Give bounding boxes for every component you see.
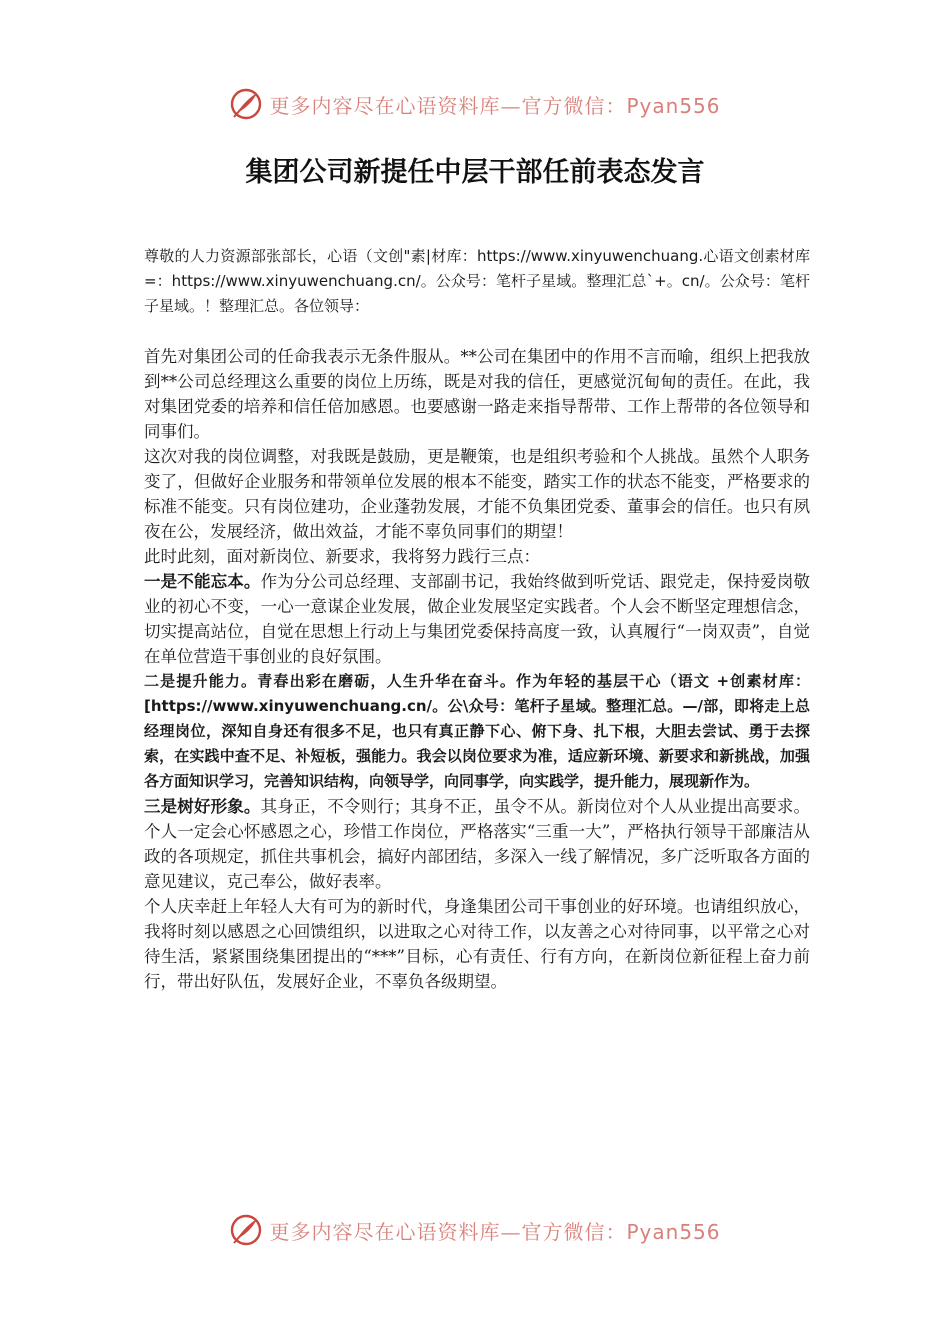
quill-logo-icon [229, 1213, 263, 1247]
paragraph-3: 此时此刻，面对新岗位、新要求，我将努力践行三点： [144, 547, 540, 566]
paragraph-1: 首先对集团公司的任命我表示无条件服从。**公司在集团中的作用不言而喻，组织上把我放到**公司总经理这么重要的岗位上历练，既是对我的信任，更感觉沉甸甸的责任。在此，我对集团党委的培养和信任倍加感恩。也要感谢一路走来指导帮带、工作上帮带的各位领导和同事们。 [144, 347, 810, 441]
point-1 [144, 569, 810, 669]
point-3-body: 其身正，不令则行；其身不正，虽令不从。新岗位对个人从业提出高要求。个人一定会心怀感恩之心，珍惜工作岗位，严格落实“三重一大”，严格执行领导干部廉洁从政的各项规定，抓住共事机会，搞好内部团结，多深入一线了解情况，多广泛听取各方面的意见建议，克己奉公，做好表率。 [144, 797, 811, 891]
wechat-id: Pyan556 [626, 93, 721, 118]
wechat-id: Pyan556 [626, 1219, 721, 1244]
salutation: 尊敬的人力资源部张部长，心语（文创"素|材库：https://www.xinyuwenchuang.心语文创素材库=：https://www.xinyuwenchuang.cn/。公众号：笔杆子星域。整理汇总`+。cn/。公众号：笔杆子星域。！整理汇总。各位领导： [144, 247, 810, 315]
watermark-text: 更多内容尽在心语资料库—官方微信：Pyan556 [269, 93, 721, 118]
footer-watermark-banner [0, 1210, 950, 1250]
point-2-lead: 二是提升能力。 [144, 672, 258, 690]
point-3-lead: 三是树好形象。 [144, 797, 261, 816]
paragraph-2: 这次对我的岗位调整，对我既是鼓励，更是鞭策，也是组织考验和个人挑战。虽然个人职务变了，但做好企业服务和带领单位发展的根本不能变，踏实工作的状态不能变，严格要求的标准不能变。只有岗位建功，企业蓬勃发展，才能不负集团党委、董事会的信任。也只有夙夜在公，发展经济，做出效益，才能不辜负同事们的期望！ [144, 447, 810, 541]
point-1-body: 作为分公司总经理、支部副书记，我始终做到听党话、跟党走，保持爱岗敬业的初心不变，一心一意谋企业发展，做企业发展坚定实践者。个人会不断坚定理想信念，切实提高站位，自觉在思想上行动上与集团党委保持高度一致，认真履行“一岗双责”，自觉在单位营造干事创业的良好氛围。 [144, 572, 811, 666]
point-3 [144, 794, 810, 894]
point-2 [144, 669, 810, 794]
header-watermark-banner [0, 84, 950, 124]
point-2-body: 青春出彩在磨砺，人生升华在奋斗。作为年轻的基层干心（语文 +创素材库：[https://www.xinyuwenchuang.cn/。公\众号：笔杆子星域。整理汇总。—/部，即将走上总经理岗位，深知自身还有很多不足，也只有真正静下心、俯下身、扎下根，大胆去尝试、勇于去探索，在实践中查不足、补短板，强能力。我会以岗位要求为准，适应新环境、新要求和新挑战，加强各方面知识学习，完善知识结构，向领导学，向同事学，向实践学，提升能力，展现新作为。 [144, 672, 810, 790]
quill-logo-icon [229, 87, 263, 121]
watermark-text: 更多内容尽在心语资料库—官方微信：Pyan556 [269, 1219, 721, 1244]
document-title: 集团公司新提任中层干部任前表态发言 [245, 157, 705, 188]
point-1-lead: 一是不能忘本。 [144, 572, 261, 591]
document-body [144, 244, 810, 994]
closing-paragraph: 个人庆幸赶上年轻人大有可为的新时代，身逢集团公司干事创业的好环境。也请组织放心，我将时刻以感恩之心回馈组织，以进取之心对待工作，以友善之心对待同事，以平常之心对待生活，紧紧围绕集团提出的“***”目标，心有责任、行有方向，在新岗位新征程上奋力前行，带出好队伍，发展好企业，不辜负各级期望。 [144, 897, 810, 991]
